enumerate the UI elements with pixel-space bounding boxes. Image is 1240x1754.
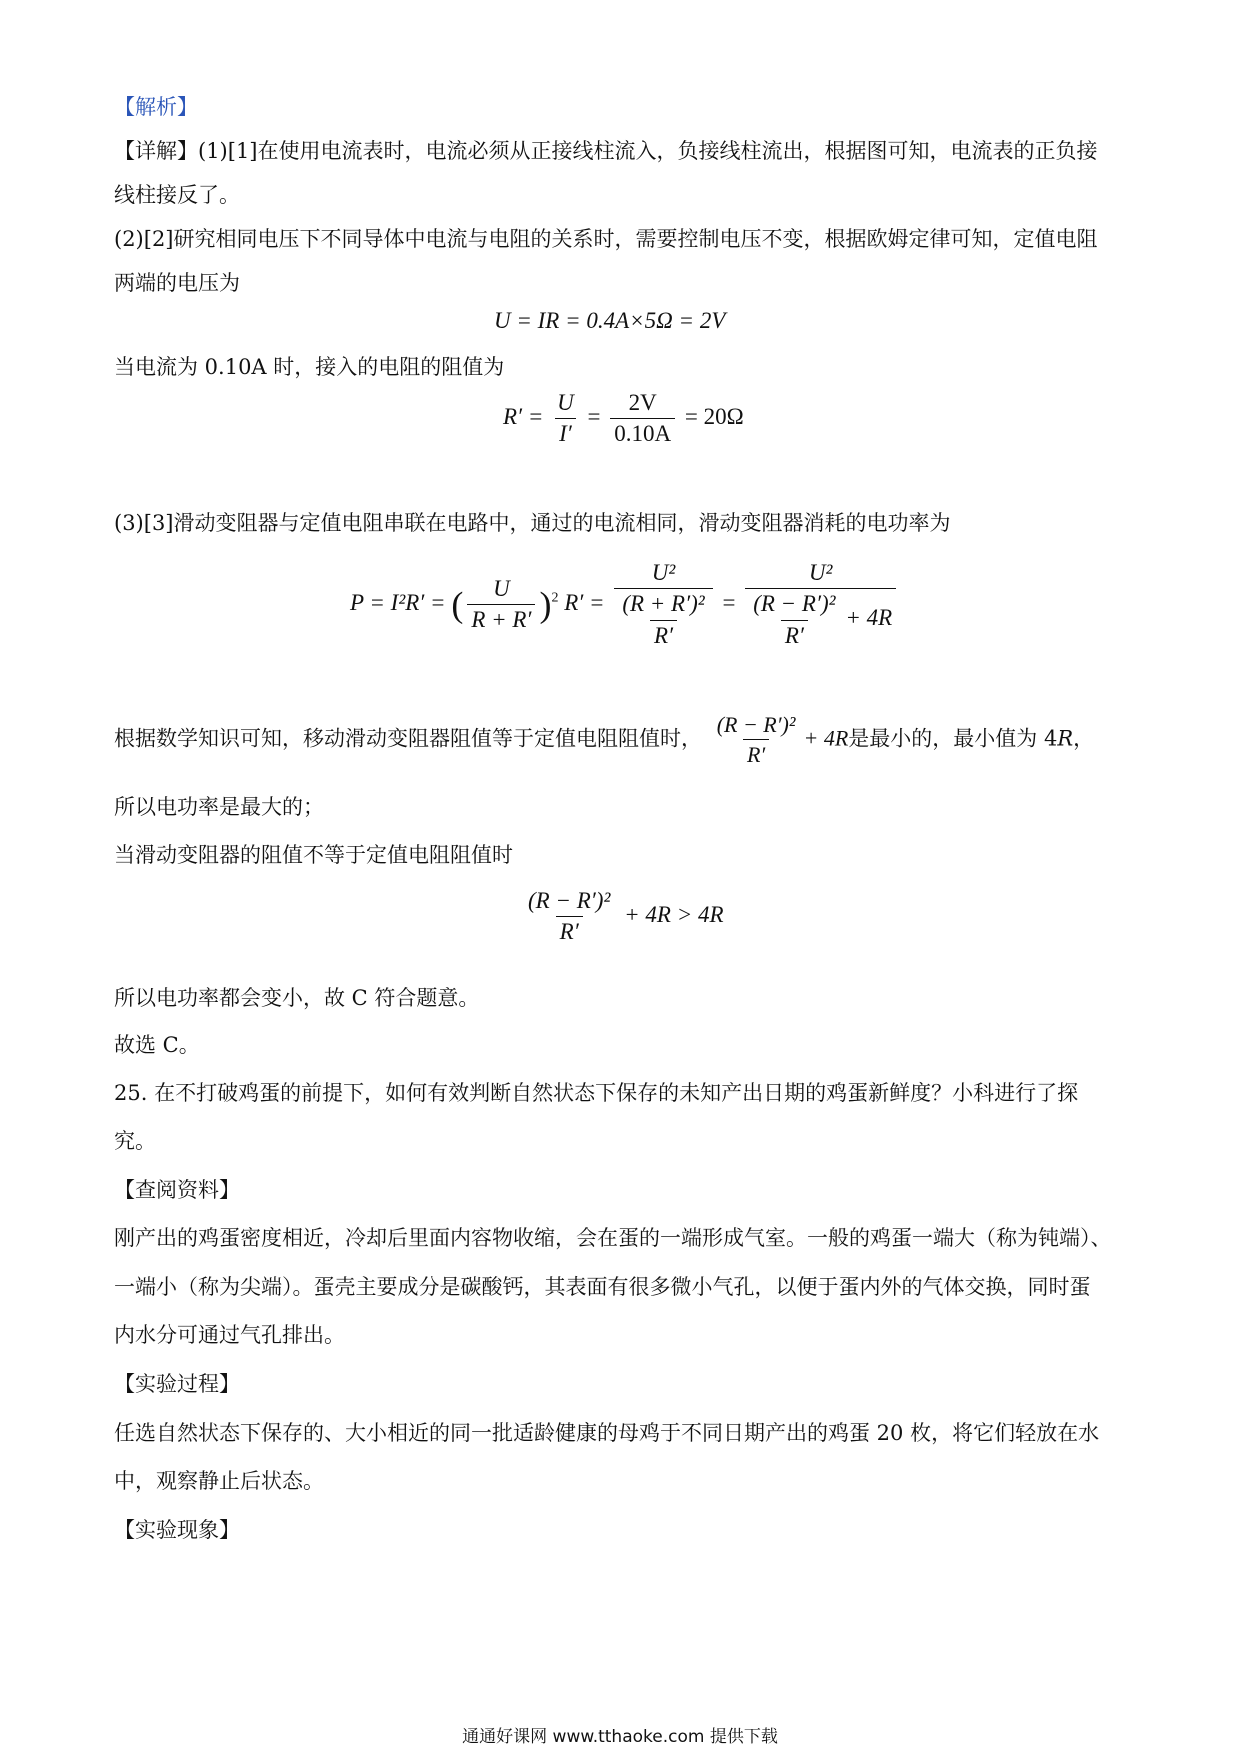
eq2-den1: I′: [555, 418, 576, 447]
eq3-den: R + R′: [467, 604, 535, 633]
eq3-den2-fraction: [618, 591, 708, 649]
line7-text-c: R: [1057, 726, 1074, 751]
equation-resistance: [503, 390, 744, 448]
eq3-den2: [614, 588, 712, 649]
procedure-line-1: 任选自然状态下保存的、大小相近的同一批适龄健康的母鸡于不同日期产出的鸡蛋 20 枚，将它们轻放在水: [114, 1421, 1100, 1445]
eq3-den3-fraction: [749, 591, 839, 649]
eq2-lhs: R′ =: [503, 404, 544, 430]
eq3-num2: U²: [651, 560, 676, 585]
eq3-fraction-3: [745, 560, 896, 649]
eq3-den3: [745, 588, 896, 649]
eq3-lhs: P = I²R′ =: [350, 589, 446, 615]
line7-text-d: ，: [1073, 726, 1095, 751]
procedure-line-2: 中，观察静止后状态。: [114, 1469, 324, 1493]
eq3-den3a: (R − R′)²: [753, 591, 836, 617]
equation-voltage: U = IR = 0.4A×5Ω = 2V: [494, 308, 726, 333]
question-25-line-2: 究。: [114, 1129, 156, 1153]
eq2-num1: U: [557, 390, 574, 415]
inline-num: (R − R′)²: [716, 712, 796, 737]
equation-inequality: [520, 888, 724, 946]
eq3-right-paren: ): [539, 584, 552, 625]
detail-line-6: (3)[3]滑动变阻器与定值电阻串联在电路中，通过的电流相同，滑动变阻器消耗的电功率为: [114, 511, 951, 535]
eq3-square: 2: [551, 590, 559, 606]
eq3-fraction-2: [614, 560, 712, 649]
inline-tail: + 4R: [803, 725, 849, 751]
eq2-equals: =: [587, 404, 601, 430]
eq3-num3: U²: [808, 560, 833, 585]
eq3-fraction-1: [467, 576, 535, 634]
inline-fraction: [713, 712, 800, 768]
eq2-rhs: = 20Ω: [684, 404, 744, 430]
reference-line-1: 刚产出的鸡蛋密度相近，冷却后里面内容物收缩，会在蛋的一端形成气室。一般的鸡蛋一端大（称为钝端）、: [114, 1226, 1112, 1250]
eq3-num: U: [493, 575, 510, 601]
analysis-heading: 【解析】: [114, 95, 198, 119]
detail-line-4: 两端的电压为: [114, 271, 240, 295]
detail-line-7: [114, 712, 1094, 768]
eq2-num2: 2V: [628, 390, 657, 415]
reference-line-2: 一端小（称为尖端）。蛋壳主要成分是碳酸钙，其表面有很多微小气孔，以便于蛋内外的气体交换，同时蛋: [114, 1275, 1091, 1299]
detail-line-9: 当滑动变阻器的阻值不等于定值电阻阻值时: [114, 843, 513, 867]
eq2-fraction-1: [553, 390, 578, 448]
detail-line-2: 线柱接反了。: [114, 183, 240, 207]
detail-line-11: 故选 C。: [114, 1033, 200, 1057]
eq3-mid: R′ =: [564, 589, 605, 615]
detail-line-1: 【详解】(1)[1]在使用电流表时，电流必须从正接线柱流入，负接线柱流出，根据图可知，电流表的正负接: [114, 139, 1098, 163]
detail-line-8: 所以电功率是最大的；: [114, 795, 324, 819]
eq3-den3c: + 4R: [845, 605, 893, 631]
detail-line-10: 所以电功率都会变小，故 C 符合题意。: [114, 986, 480, 1010]
reference-line-3: 内水分可通过气孔排出。: [114, 1323, 345, 1347]
eq4-tail: + 4R > 4R: [624, 902, 724, 928]
eq2-den2: 0.10A: [610, 418, 675, 447]
section-reference: 【查阅资料】: [114, 1178, 240, 1202]
eq4-num: (R − R′)²: [528, 888, 611, 913]
section-procedure: 【实验过程】: [114, 1372, 240, 1396]
detail-line-3: (2)[2]研究相同电压下不同导体中电流与电阻的关系时，需要控制电压不变，根据欧姆定律可知，定值电阻: [114, 227, 1098, 251]
eq2-fraction-2: [610, 390, 675, 448]
eq4-den: R′: [556, 916, 583, 945]
detail-line-5: 当电流为 0.10A 时，接入的电阻的阻值为: [114, 355, 505, 379]
line7-text-b: 是最小的，最小值为 4: [848, 726, 1058, 751]
section-observation: 【实验现象】: [114, 1518, 240, 1542]
line7-text-a: 根据数学知识可知，移动滑动变阻器阻值等于定值电阻阻值时，: [114, 726, 702, 751]
eq3-den3b: R′: [781, 620, 808, 649]
eq3-den2b: R′: [650, 620, 677, 649]
eq3-equals: =: [722, 589, 736, 615]
eq3-den2a: (R + R′)²: [622, 591, 705, 617]
question-25-line-1: 25. 在不打破鸡蛋的前提下，如何有效判断自然状态下保存的未知产出日期的鸡蛋新鲜度？小科进行了探: [114, 1081, 1079, 1105]
footer-text: 通通好课网 www.tthaoke.com 提供下载: [462, 1727, 778, 1747]
eq4-fraction: [524, 888, 614, 946]
eq3-left-paren: (: [451, 584, 464, 625]
equation-power: [350, 560, 900, 649]
inline-den: R′: [743, 739, 769, 767]
